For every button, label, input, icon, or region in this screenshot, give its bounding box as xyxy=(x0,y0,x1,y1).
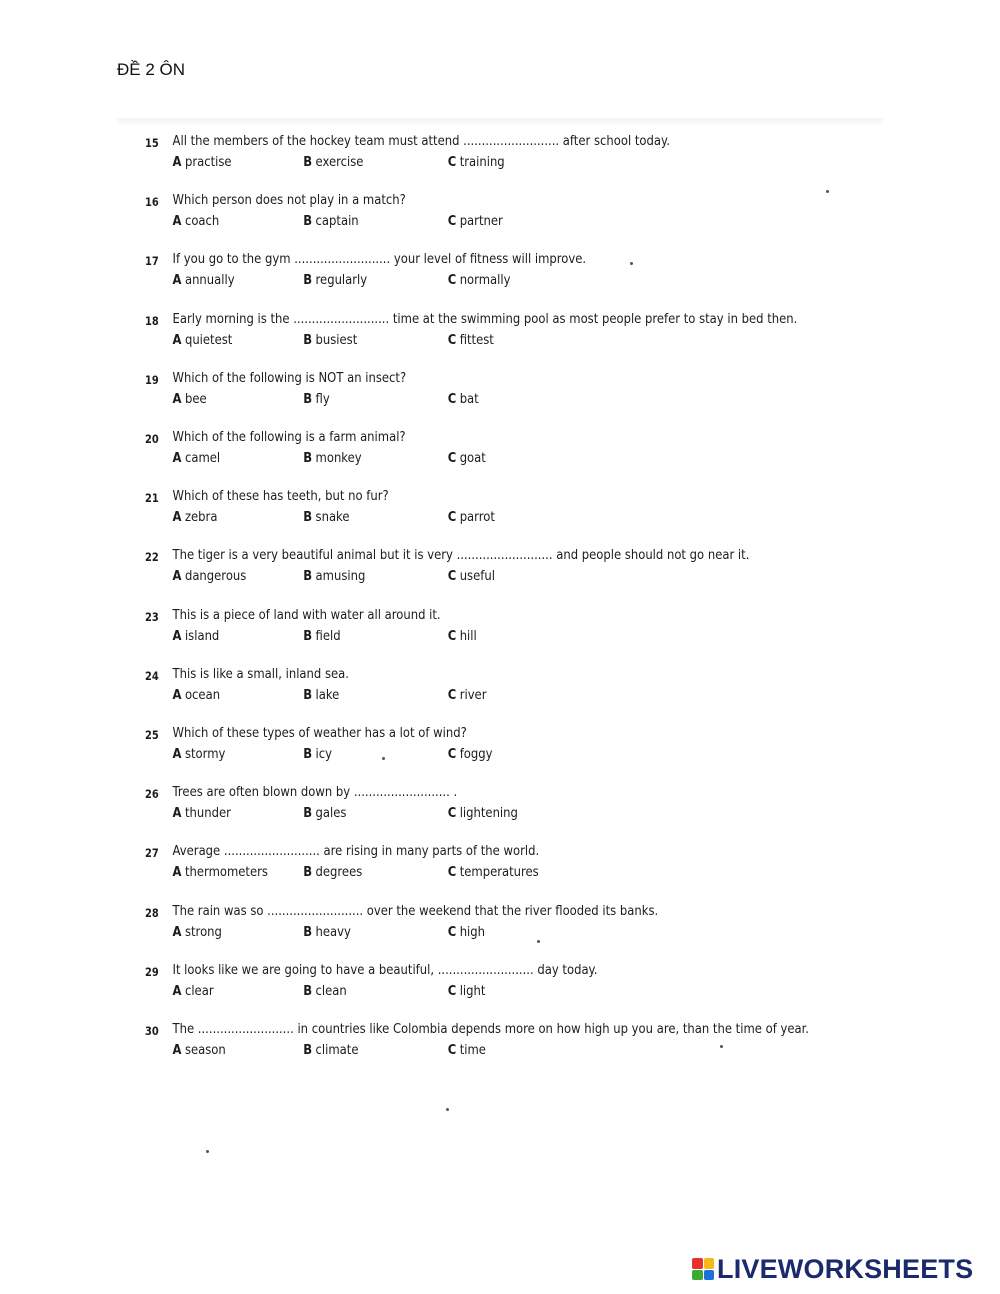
option-text: degrees xyxy=(315,864,363,881)
option-letter: B xyxy=(303,272,313,289)
answer-option-a xyxy=(173,746,226,762)
option-text: normally xyxy=(459,272,511,289)
answer-option-c xyxy=(448,213,503,229)
answer-option-b xyxy=(303,272,367,288)
question-number: 25 xyxy=(145,728,159,742)
option-letter: C xyxy=(447,390,457,407)
question-number: 20 xyxy=(145,432,159,446)
option-text: quietest xyxy=(184,331,233,348)
question-stem: All the members of the hockey team must attend .......................... after school today. xyxy=(172,133,670,149)
option-text: parrot xyxy=(459,509,495,526)
answer-option-c xyxy=(448,1042,486,1058)
option-text: dangerous xyxy=(184,568,247,585)
answer-option-c xyxy=(448,391,479,407)
question-stem: Which of the following is a farm animal? xyxy=(172,429,406,445)
option-letter: A xyxy=(172,272,182,289)
option-letter: C xyxy=(447,272,457,289)
option-letter: B xyxy=(303,154,313,170)
option-letter: B xyxy=(303,331,313,348)
answer-option-b xyxy=(303,213,358,229)
option-text: goat xyxy=(459,450,486,466)
option-text: training xyxy=(459,154,505,170)
answer-option-b xyxy=(303,746,332,762)
option-text: camel xyxy=(184,450,221,466)
option-letter: A xyxy=(172,686,182,703)
option-letter: A xyxy=(172,331,182,348)
option-letter: B xyxy=(303,213,313,230)
option-text: bat xyxy=(459,390,479,407)
option-text: thunder xyxy=(184,805,231,822)
scan-speck xyxy=(630,262,633,265)
option-text: heavy xyxy=(315,923,351,940)
answer-option-b xyxy=(303,154,363,170)
question-stem: The .......................... in countries like Colombia depends more on how high up you are, than the time of year. xyxy=(172,1021,810,1037)
option-text: icy xyxy=(315,746,333,762)
question-stem: Which of the following is NOT an insect? xyxy=(172,369,407,386)
answer-option-a xyxy=(173,628,220,644)
option-text: foggy xyxy=(459,746,493,762)
option-letter: A xyxy=(172,1042,182,1058)
option-letter: B xyxy=(303,746,313,762)
option-letter: C xyxy=(447,627,457,644)
answer-option-a xyxy=(173,509,218,525)
option-letter: A xyxy=(172,627,182,644)
option-text: river xyxy=(459,686,487,703)
answer-option-b xyxy=(303,924,351,940)
scan-speck xyxy=(720,1045,723,1048)
answer-option-b xyxy=(303,628,340,644)
option-text: coach xyxy=(184,213,220,230)
option-text: island xyxy=(184,627,220,644)
scan-speck xyxy=(206,1150,209,1153)
option-text: fly xyxy=(315,390,330,407)
question-number: 24 xyxy=(145,668,159,683)
option-letter: C xyxy=(447,746,457,762)
question-number: 15 xyxy=(145,136,159,150)
answer-option-a xyxy=(173,864,268,880)
option-letter: A xyxy=(172,450,182,466)
option-letter: C xyxy=(447,923,457,940)
option-letter: C xyxy=(447,686,457,703)
answer-option-c xyxy=(448,687,487,703)
option-text: practise xyxy=(184,154,232,170)
question-number: 27 xyxy=(145,846,159,861)
option-letter: A xyxy=(172,509,182,526)
option-text: fittest xyxy=(459,331,494,348)
option-letter: C xyxy=(447,331,457,348)
question-stem: Which person does not play in a match? xyxy=(172,192,406,209)
option-text: lake xyxy=(315,686,340,703)
option-letter: C xyxy=(447,213,457,230)
option-letter: B xyxy=(303,923,313,940)
answer-option-a xyxy=(173,450,221,466)
option-text: climate xyxy=(315,1042,359,1058)
option-text: season xyxy=(184,1042,226,1058)
option-letter: A xyxy=(172,805,182,822)
option-letter: C xyxy=(447,864,457,881)
option-text: light xyxy=(459,982,486,999)
answer-option-a xyxy=(173,213,220,229)
question-stem: The tiger is a very beautiful animal but it is very .......................... and people should not go near it. xyxy=(172,547,750,564)
answer-option-a xyxy=(173,272,235,288)
option-text: field xyxy=(315,627,341,644)
option-letter: A xyxy=(172,864,182,881)
option-letter: B xyxy=(303,568,313,585)
option-letter: A xyxy=(172,154,182,170)
question-number: 28 xyxy=(145,905,159,920)
option-letter: B xyxy=(303,1042,313,1058)
option-text: busiest xyxy=(315,331,358,348)
answer-option-c xyxy=(448,154,505,170)
option-text: partner xyxy=(459,213,503,230)
option-text: annually xyxy=(184,272,235,289)
scan-speck xyxy=(382,757,385,760)
option-text: hill xyxy=(459,627,477,644)
option-text: regularly xyxy=(315,272,368,289)
option-letter: A xyxy=(172,923,182,940)
option-letter: C xyxy=(447,154,457,170)
answer-option-c xyxy=(448,805,518,821)
option-letter: C xyxy=(447,1042,457,1058)
option-text: exercise xyxy=(315,154,364,170)
answer-option-a xyxy=(173,391,207,407)
question-number: 26 xyxy=(145,787,159,802)
option-letter: C xyxy=(447,509,457,526)
answer-option-c xyxy=(448,864,539,880)
option-letter: B xyxy=(303,805,313,822)
option-letter: B xyxy=(303,509,313,526)
answer-option-b xyxy=(303,332,357,348)
answer-option-b xyxy=(303,450,361,466)
option-text: strong xyxy=(184,923,222,940)
answer-option-a xyxy=(173,332,233,348)
option-letter: C xyxy=(447,450,457,466)
option-text: time xyxy=(459,1042,486,1058)
option-letter: A xyxy=(172,746,182,762)
option-text: amusing xyxy=(315,568,366,585)
answer-option-a xyxy=(173,924,222,940)
scan-speck xyxy=(826,190,829,193)
option-letter: C xyxy=(447,982,457,999)
question-number: 18 xyxy=(145,313,159,328)
answer-option-b xyxy=(303,391,329,407)
option-letter: C xyxy=(447,805,457,822)
option-text: clean xyxy=(315,982,347,999)
answer-option-c xyxy=(448,983,486,999)
answer-option-a xyxy=(173,805,231,821)
option-text: snake xyxy=(315,509,350,526)
option-letter: B xyxy=(303,982,313,999)
option-letter: A xyxy=(172,213,182,230)
question-stem: Trees are often blown down by .......................... . xyxy=(172,784,458,801)
scan-speck xyxy=(537,940,540,943)
answer-option-a xyxy=(173,687,221,703)
answer-option-b xyxy=(303,983,347,999)
answer-option-b xyxy=(303,509,349,525)
question-number: 22 xyxy=(145,550,159,565)
scan-speck xyxy=(446,1108,449,1111)
answer-option-a xyxy=(173,983,214,999)
option-text: stormy xyxy=(184,746,226,762)
answer-option-c xyxy=(448,628,477,644)
answer-option-c xyxy=(448,924,485,940)
question-stem: Early morning is the .......................... time at the swimming pool as most people prefer to stay in bed then. xyxy=(172,310,798,327)
question-stem: Which of these has teeth, but no fur? xyxy=(172,488,389,505)
logo-grid-icon xyxy=(692,1258,714,1280)
question-stem: Which of these types of weather has a lot of wind? xyxy=(172,725,467,741)
question-number: 23 xyxy=(145,609,159,624)
answer-option-c xyxy=(448,509,495,525)
option-letter: A xyxy=(172,390,182,407)
option-text: gales xyxy=(315,805,347,822)
question-stem: Average .......................... are rising in many parts of the world. xyxy=(172,843,540,860)
question-stem: If you go to the gym .......................... your level of fitness will improve. xyxy=(172,251,587,268)
answer-option-b xyxy=(303,864,362,880)
question-number: 19 xyxy=(145,372,159,387)
option-text: monkey xyxy=(315,450,362,466)
answer-option-c xyxy=(448,272,511,288)
answer-option-b xyxy=(303,687,339,703)
option-text: clear xyxy=(184,982,214,999)
option-letter: B xyxy=(303,864,313,881)
answer-option-b xyxy=(303,805,346,821)
option-text: lightening xyxy=(459,805,518,822)
question-number: 29 xyxy=(145,964,159,979)
answer-option-c xyxy=(448,332,494,348)
answer-option-b xyxy=(303,1042,358,1058)
option-text: high xyxy=(459,923,486,940)
answer-option-a xyxy=(173,1042,226,1058)
document-title: ĐỀ 2 ÔN xyxy=(117,60,186,79)
question-number: 21 xyxy=(145,491,159,506)
option-letter: B xyxy=(303,627,313,644)
option-text: bee xyxy=(184,390,207,407)
option-letter: C xyxy=(447,568,457,585)
option-text: useful xyxy=(459,568,495,585)
option-text: thermometers xyxy=(184,864,268,881)
option-text: ocean xyxy=(184,686,221,703)
answer-option-c xyxy=(448,746,493,762)
answer-option-a xyxy=(173,568,247,584)
question-number: 17 xyxy=(145,254,159,269)
answer-option-a xyxy=(173,154,232,170)
answer-option-b xyxy=(303,568,365,584)
option-letter: B xyxy=(303,390,313,407)
question-stem: This is a piece of land with water all around it. xyxy=(172,606,441,623)
option-letter: B xyxy=(303,450,313,466)
option-text: captain xyxy=(315,213,359,230)
option-letter: A xyxy=(172,982,182,999)
answer-option-c xyxy=(448,450,486,466)
brand-name: LIVEWORKSHEETS xyxy=(717,1253,974,1284)
option-text: zebra xyxy=(184,509,218,526)
question-stem: It looks like we are going to have a beautiful, .......................... day today. xyxy=(172,961,598,978)
option-letter: A xyxy=(172,568,182,585)
option-letter: B xyxy=(303,686,313,703)
question-number: 16 xyxy=(145,195,159,210)
option-text: temperatures xyxy=(459,864,539,881)
answer-option-c xyxy=(448,568,495,584)
question-stem: The rain was so .......................... over the weekend that the river flooded its banks. xyxy=(172,902,659,919)
liveworksheets-logo xyxy=(692,1254,973,1284)
question-stem: This is like a small, inland sea. xyxy=(172,665,349,682)
question-number: 30 xyxy=(145,1024,159,1038)
